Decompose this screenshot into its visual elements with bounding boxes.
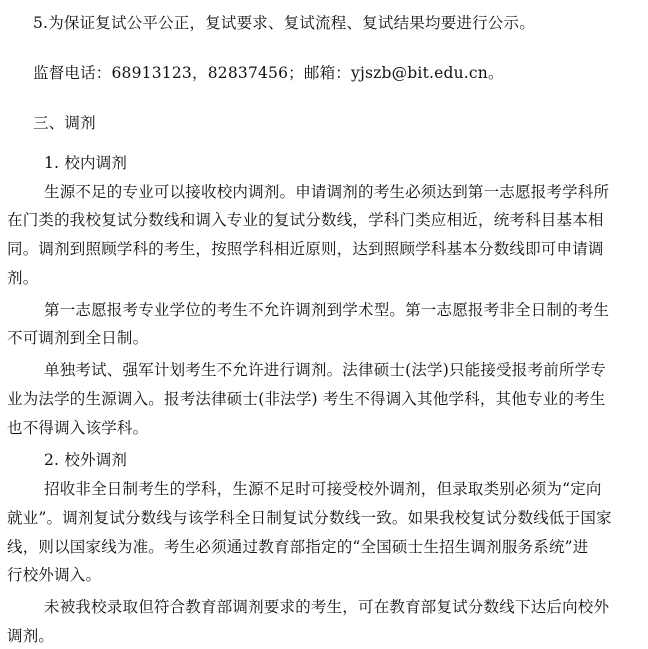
subheading-external-adjustment: 2. 校外调剂 [44, 451, 128, 469]
paragraph-line: 调剂。 [7, 627, 55, 645]
paragraph-line: 生源不足的专业可以接收校内调剂。申请调剂的考生必须达到第一志愿报考学科所 [44, 183, 610, 201]
paragraph-line: 线，则以国家线为准。考生必须通过教育部指定的“全国硕士生招生调剂服务系统”进 [7, 538, 589, 556]
paragraph-line: 同。调剂到照顾学科的考生，按照学科相近原则，达到照顾学科基本分数线即可申请调 [7, 240, 604, 258]
rule-5-public-notice: 5.为保证复试公平公正，复试要求、复试流程、复试结果均要进行公示。 [33, 14, 535, 32]
paragraph-line: 在门类的我校复试分数线和调入专业的复试分数线，学科门类应相近，统考科目基本相 [7, 211, 604, 229]
paragraph-line: 不可调剂到全日制。 [7, 329, 149, 347]
paragraph-line: 业为法学的生源调入。报考法律硕士(非法学) 考生不得调入其他学科，其他专业的考生 [7, 390, 606, 408]
paragraph-line: 就业”。调剂复试分数线与该学科全日制复试分数线一致。如果我校复试分数线低于国家 [7, 509, 612, 527]
subheading-internal-adjustment: 1. 校内调剂 [44, 154, 128, 172]
paragraph-line: 剂。 [7, 269, 39, 287]
supervision-contact: 监督电话：68913123，82837456；邮箱：yjszb@bit.edu.cn。 [33, 64, 504, 82]
paragraph-line: 单独考试、强军计划考生不允许进行调剂。法律硕士(法学)只能接受报考前所学专 [44, 361, 606, 379]
paragraph-line: 行校外调入。 [7, 566, 102, 584]
paragraph-line: 未被我校录取但符合教育部调剂要求的考生，可在教育部复试分数线下达后向校外 [44, 598, 610, 616]
paragraph-line: 招收非全日制考生的学科，生源不足时可接受校外调剂，但录取类别必须为“定向 [44, 480, 602, 498]
paragraph-line: 也不得调入该学科。 [7, 419, 149, 437]
paragraph-line: 第一志愿报考专业学位的考生不允许调剂到学术型。第一志愿报考非全日制的考生 [44, 301, 610, 319]
section-heading-adjustment: 三、调剂 [33, 114, 96, 132]
